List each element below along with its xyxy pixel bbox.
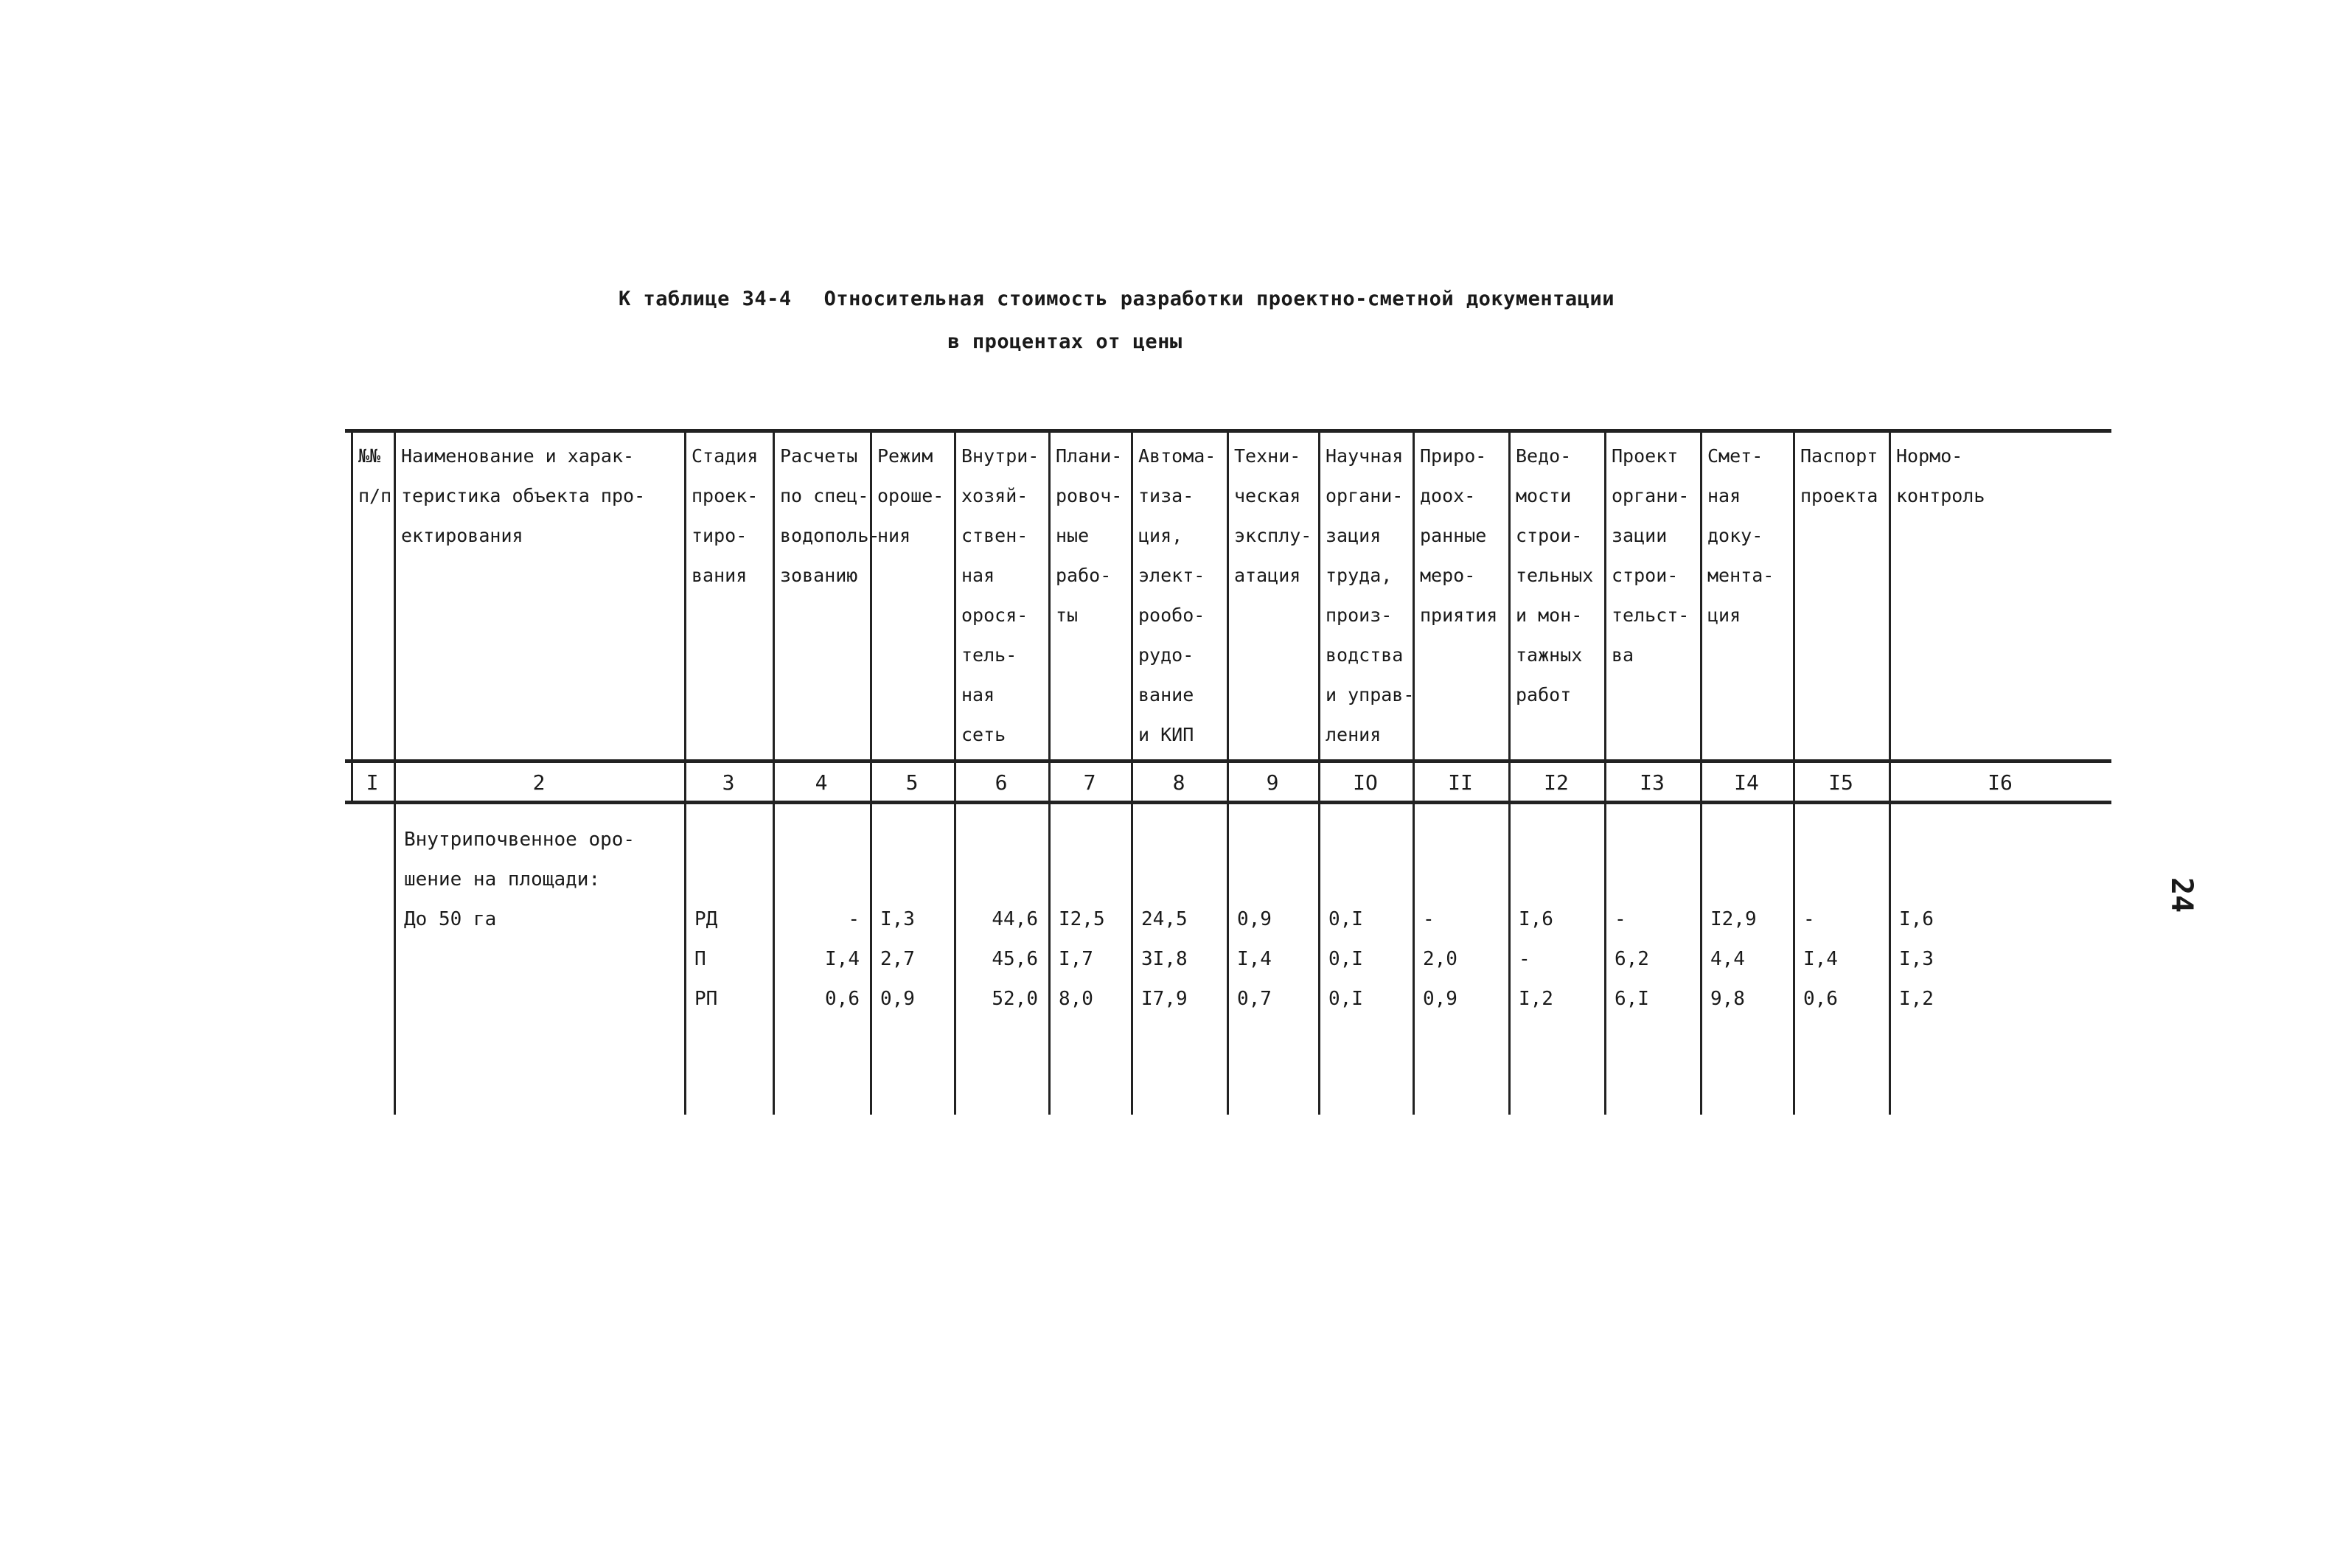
- value-cell: 3I,8: [1141, 948, 1188, 970]
- column-divider: [1318, 429, 1320, 801]
- column-number: 3: [722, 770, 735, 795]
- column-divider: [1227, 429, 1229, 801]
- column-header: Научная органи- зация труда, произ- водства и управ- ления: [1326, 445, 1415, 745]
- column-divider: [1048, 429, 1051, 801]
- value-cell: I,2: [1899, 988, 1934, 1010]
- column-header: №№ п/п: [358, 445, 392, 506]
- value-cell: -: [1519, 948, 1530, 970]
- value-cell: -: [1615, 908, 1626, 930]
- column-header: Стадия проек- тиро- вания: [692, 445, 759, 586]
- value-cell: 24,5: [1141, 908, 1188, 930]
- value-cell: 0,9: [1423, 988, 1457, 1010]
- value-cell: I,3: [1899, 948, 1934, 970]
- value-cell: 8,0: [1059, 988, 1093, 1010]
- column-divider: [1413, 801, 1415, 1115]
- column-header: Смет- ная доку- мента- ция: [1707, 445, 1774, 626]
- value-cell: 2,0: [1423, 948, 1457, 970]
- value-cell: 52,0: [992, 988, 1038, 1010]
- column-divider: [1793, 429, 1795, 801]
- column-number: I5: [1828, 770, 1853, 795]
- column-divider: [394, 801, 396, 1115]
- column-divider: [1508, 801, 1511, 1115]
- column-divider: [684, 801, 686, 1115]
- object-name-line: шение на площади:: [404, 868, 601, 891]
- column-divider: [1227, 801, 1229, 1115]
- stage-cell: П: [694, 948, 706, 970]
- value-cell: 0,6: [1803, 988, 1838, 1010]
- caption-line-1: [0, 288, 2351, 310]
- column-header: Расчеты по спец- водополь- зованию: [780, 445, 880, 586]
- column-header: Приро- доох- ранные меро- приятия: [1420, 445, 1498, 626]
- column-number: 9: [1266, 770, 1279, 795]
- column-divider: [1604, 801, 1606, 1115]
- value-cell: 4,4: [1710, 948, 1745, 970]
- column-number: 2: [532, 770, 546, 795]
- object-name-line: Внутрипочвенное оро-: [404, 829, 635, 851]
- object-name-line: До 50 га: [404, 908, 497, 930]
- column-number: I3: [1640, 770, 1665, 795]
- column-divider: [954, 429, 956, 801]
- column-number: IO: [1353, 770, 1378, 795]
- column-divider: [1889, 801, 1891, 1115]
- value-cell: 0,6: [825, 988, 860, 1010]
- value-cell: 6,I: [1615, 988, 1649, 1010]
- column-number: I: [366, 770, 379, 795]
- value-cell: I,4: [1237, 948, 1272, 970]
- column-divider: [394, 429, 396, 801]
- value-cell: 45,6: [992, 948, 1038, 970]
- value-cell: 0,9: [880, 988, 915, 1010]
- value-cell: 0,I: [1328, 948, 1363, 970]
- column-divider: [773, 801, 775, 1115]
- column-divider: [1318, 801, 1320, 1115]
- value-cell: -: [1803, 908, 1815, 930]
- stage-cell: РП: [694, 988, 718, 1010]
- value-cell: I,2: [1519, 988, 1553, 1010]
- value-cell: I7,9: [1141, 988, 1188, 1010]
- value-cell: 6,2: [1615, 948, 1649, 970]
- column-number: I6: [1988, 770, 2013, 795]
- value-cell: I,4: [825, 948, 860, 970]
- column-number: 8: [1172, 770, 1185, 795]
- value-cell: 0,7: [1237, 988, 1272, 1010]
- column-header: Автома- тиза- ция, элект- рообо- рудо- вание и КИП: [1138, 445, 1216, 745]
- caption-title: Относительная стоимость разработки проектно-сметной документации: [823, 288, 1615, 310]
- column-header: Проект органи- зации строи- тельст- ва: [1612, 445, 1690, 666]
- column-divider: [954, 801, 956, 1115]
- column-header: Режим ороше- ния: [877, 445, 944, 546]
- caption-line-2: в процентах от цены: [947, 330, 1183, 353]
- value-cell: 0,I: [1328, 988, 1363, 1010]
- value-cell: I,6: [1519, 908, 1553, 930]
- column-divider: [1700, 801, 1702, 1115]
- column-header: Нормо- контроль: [1896, 445, 1985, 506]
- value-cell: 44,6: [992, 908, 1038, 930]
- column-header: Паспорт проекта: [1800, 445, 1878, 506]
- stage-cell: РД: [694, 908, 718, 930]
- column-divider: [1508, 429, 1511, 801]
- column-number: 6: [995, 770, 1008, 795]
- page-number: 24: [2164, 877, 2198, 913]
- value-cell: 9,8: [1710, 988, 1745, 1010]
- column-header: Техни- ческая эксплу- атация: [1234, 445, 1312, 586]
- column-divider: [1131, 801, 1133, 1115]
- column-divider: [684, 429, 686, 801]
- column-number: I4: [1734, 770, 1759, 795]
- column-divider: [1700, 429, 1702, 801]
- column-number: I2: [1544, 770, 1569, 795]
- value-cell: I,6: [1899, 908, 1934, 930]
- value-cell: I2,5: [1059, 908, 1105, 930]
- column-divider: [1793, 801, 1795, 1115]
- value-cell: 2,7: [880, 948, 915, 970]
- column-header: Внутри- хозяй- ствен- ная орося- тель- ная сеть: [961, 445, 1039, 745]
- value-cell: I,4: [1803, 948, 1838, 970]
- column-divider: [1048, 801, 1051, 1115]
- column-number: 4: [815, 770, 828, 795]
- value-cell: I,3: [880, 908, 915, 930]
- value-cell: -: [848, 908, 860, 930]
- column-divider: [1131, 429, 1133, 801]
- column-header: Наименование и харак- теристика объекта про- ектирования: [401, 445, 646, 546]
- column-number: 5: [905, 770, 919, 795]
- value-cell: 0,I: [1328, 908, 1363, 930]
- value-cell: 0,9: [1237, 908, 1272, 930]
- column-header: Ведо- мости строи- тельных и мон- тажных работ: [1516, 445, 1594, 705]
- caption-ref: К таблице 34-4: [619, 288, 792, 310]
- column-number: 7: [1083, 770, 1096, 795]
- column-divider: [773, 429, 775, 801]
- column-divider: [1889, 429, 1891, 801]
- value-cell: I2,9: [1710, 908, 1757, 930]
- column-header: Плани- ровоч- ные рабо- ты: [1056, 445, 1123, 626]
- value-cell: I,7: [1059, 948, 1093, 970]
- column-divider: [351, 429, 353, 801]
- column-number: II: [1448, 770, 1473, 795]
- column-divider: [1604, 429, 1606, 801]
- column-divider: [870, 801, 872, 1115]
- value-cell: -: [1423, 908, 1435, 930]
